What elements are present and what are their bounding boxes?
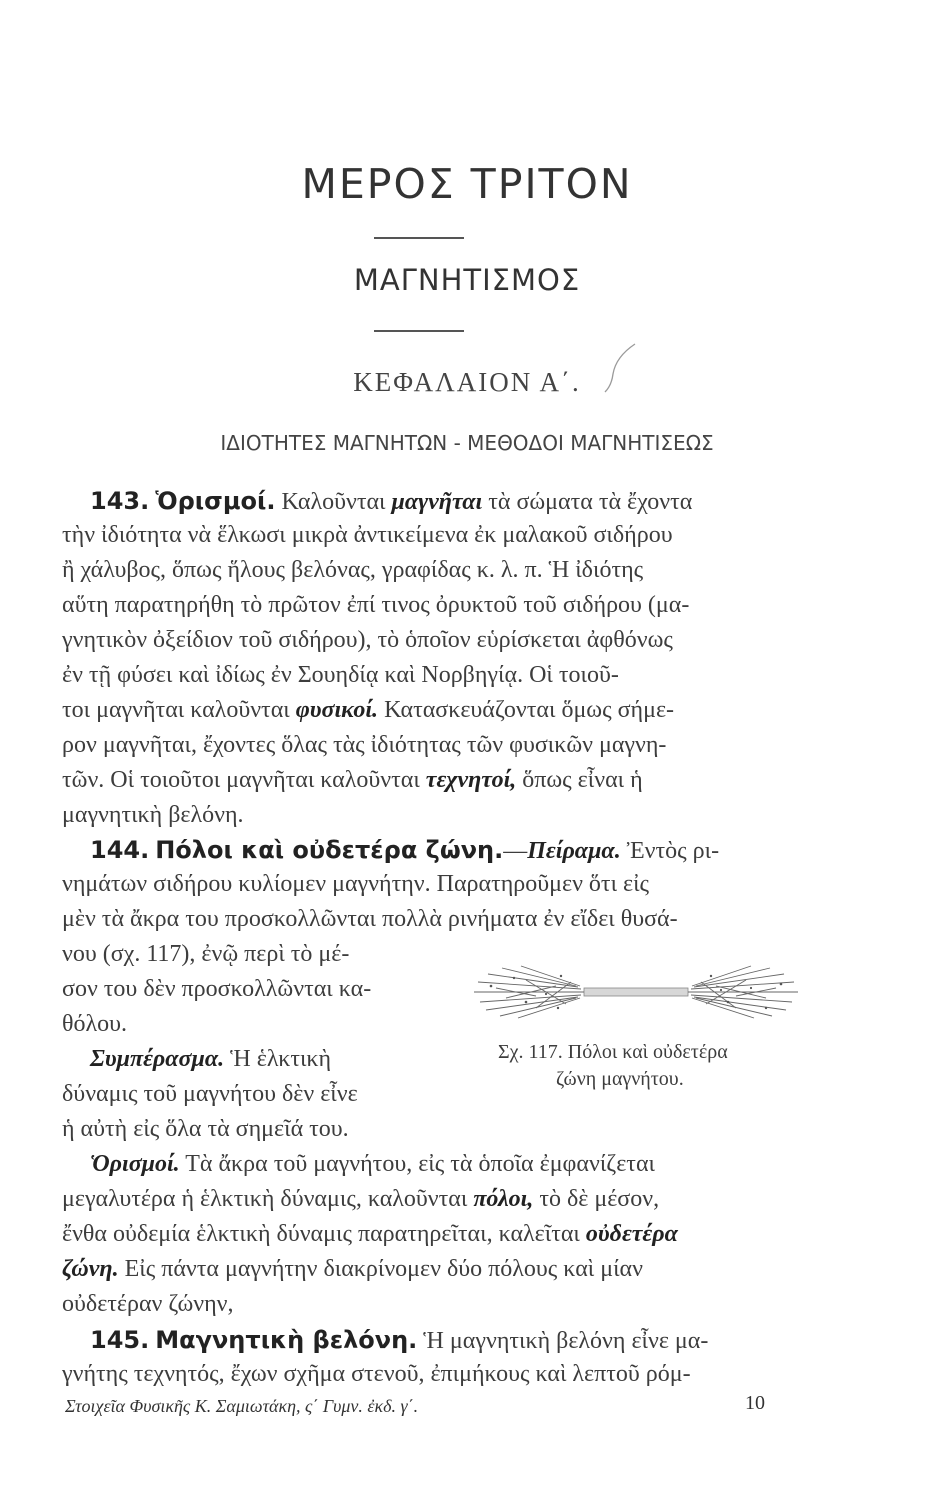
text-line: Συμπέρασμα. Ἡ ἑλκτικὴ [90,1046,332,1072]
text-line: δύναμις τοῦ μαγνήτου δὲν εἶνε [62,1081,358,1107]
section-143-line: 143. Ὁρισμοί. Καλοῦνται μαγνῆται τὰ σώματα τὰ ἔχοντα [90,487,693,515]
text-line: Ὁρισμοί. Τὰ ἄκρα τοῦ μαγνήτου, εἰς τὰ ὁποῖα ἐμφανίζεται [90,1151,655,1177]
section-145-line: 145. Μαγνητικὴ βελόνη. Ἡ μαγνητικὴ βελόνη εἶνε μα- [90,1326,709,1354]
text-line: ἡ αὐτὴ εἰς ὅλα τὰ σημεῖά του. [62,1116,349,1142]
part-title: ΜΕΡΟΣ ΤΡΙΤΟΝ [301,160,633,208]
term: Πείραμα. [527,838,621,864]
term: οὐδετέρα [585,1221,678,1247]
section-title: Ὁρισμοί. [155,487,276,515]
figure-caption: Σχ. 117. Πόλοι καὶ οὐδετέρα [498,1041,728,1063]
text-line: νημάτων σιδήρου κυλίομεν μαγνήτην. Παρατηροῦμεν ὅτι εἰς [62,871,650,897]
text-line: μὲν τὰ ἄκρα του προσκολλῶνται πολλὰ ρινήματα ἐν εἴδει θυσά- [62,906,678,932]
term: ζώνη. [62,1256,119,1282]
divider-rule [374,330,464,332]
text-line: αὕτη παρατηρήθη τὸ πρῶτον ἐπί τινος ὀρυκτοῦ τοῦ σιδήρου (μα- [62,592,690,618]
chapter-heading: ΙΔΙΟΤΗΤΕΣ ΜΑΓΝΗΤΩΝ - ΜΕΘΟΔΟΙ ΜΑΓΝΗΤΙΣΕΩΣ [220,431,714,455]
text-line: τοι μαγνῆται καλοῦνται φυσικοί. Κατασκευάζονται ὅμως σήμε- [62,697,675,723]
text-line: μεγαλυτέρα ἡ ἑλκτικὴ δύναμις, καλοῦνται πόλοι, τὸ δὲ μέσον, [62,1186,660,1212]
text-line: ἢ χάλυβος, ὅπως ἥλους βελόνας, γραφίδας κ. λ. π. Ἡ ἰδιότης [62,557,644,583]
term: Ὁρισμοί. [90,1151,180,1177]
subject-title: ΜΑΓΝΗΤΙΣΜΟΣ [353,263,581,297]
section-number: 144. [90,836,150,864]
text-line: τὴν ἰδιότητα νὰ ἕλκωσι μικρὰ ἀντικείμενα ἐκ μαλακοῦ σιδήρου [62,522,673,548]
text-line: γνήτης τεχνητός, ἔχων σχῆμα στενοῦ, ἐπιμήκους καὶ λεπτοῦ ρόμ- [62,1361,691,1387]
footer-book-title: Στοιχεῖα Φυσικῆς Κ. Σαμιωτάκη, ς΄ Γυμν. ἐκδ. γ΄. [65,1396,419,1416]
term: μαγνῆται [391,489,483,515]
magnet-filings-figure [466,958,806,1026]
section-number: 143. [90,487,150,515]
term: πόλοι, [473,1186,534,1212]
text-line: γνητικὸν ὀξείδιον τοῦ σιδήρου), τὸ ὁποῖον εὑρίσκεται ἀφθόνως [62,627,673,653]
section-title: Μαγνητικὴ βελόνη. [155,1326,418,1354]
text-line: θόλου. [62,1011,128,1037]
section-title: Πόλοι καὶ οὐδετέρα ζώνη. [155,836,504,864]
term: φυσικοί. [295,697,379,723]
text-line: σον του δὲν προσκολλῶνται κα- [62,976,372,1002]
text-line: τῶν. Οἱ τοιοῦτοι μαγνῆται καλοῦνται τεχνητοί, ὅπως εἶναι ἡ [62,767,643,793]
text-line: ζώνη. Εἰς πάντα μαγνήτην διακρίνομεν δύο πόλους καὶ μίαν [62,1256,643,1282]
text-line: νου (σχ. 117), ἐνῷ περὶ τὸ μέ- [62,941,350,967]
section-144-line: 144. Πόλοι καὶ οὐδετέρα ζώνη.—Πείραμα. Ἐντὸς ρι- [90,836,720,864]
text-line: οὐδετέραν ζώνην, [62,1291,234,1317]
section-number: 145. [90,1326,150,1354]
text-line: μαγνητικὴ βελόνη. [62,802,244,828]
term: Συμπέρασμα. [90,1046,225,1072]
figure-caption: ζώνη μαγνήτου. [556,1068,684,1090]
term: τεχνητοί, [425,767,517,793]
divider-rule [374,237,464,239]
text-line: ἐν τῇ φύσει καὶ ἰδίως ἐν Σουηδίᾳ καὶ Νορβηγίᾳ. Οἱ τοιοῦ- [62,662,619,688]
text-line: ἔνθα οὐδεμία ἑλκτικὴ δύναμις παρατηρεῖται, καλεῖται οὐδετέρα [62,1221,678,1247]
chapter-label: ΚΕΦΑΛΑΙΟΝ Α΄. [353,367,581,397]
text-line: ρον μαγνῆται, ἔχοντες ὅλας τὰς ἰδιότητας τῶν φυσικῶν μαγνη- [62,732,667,758]
page-number: 10 [745,1392,765,1414]
